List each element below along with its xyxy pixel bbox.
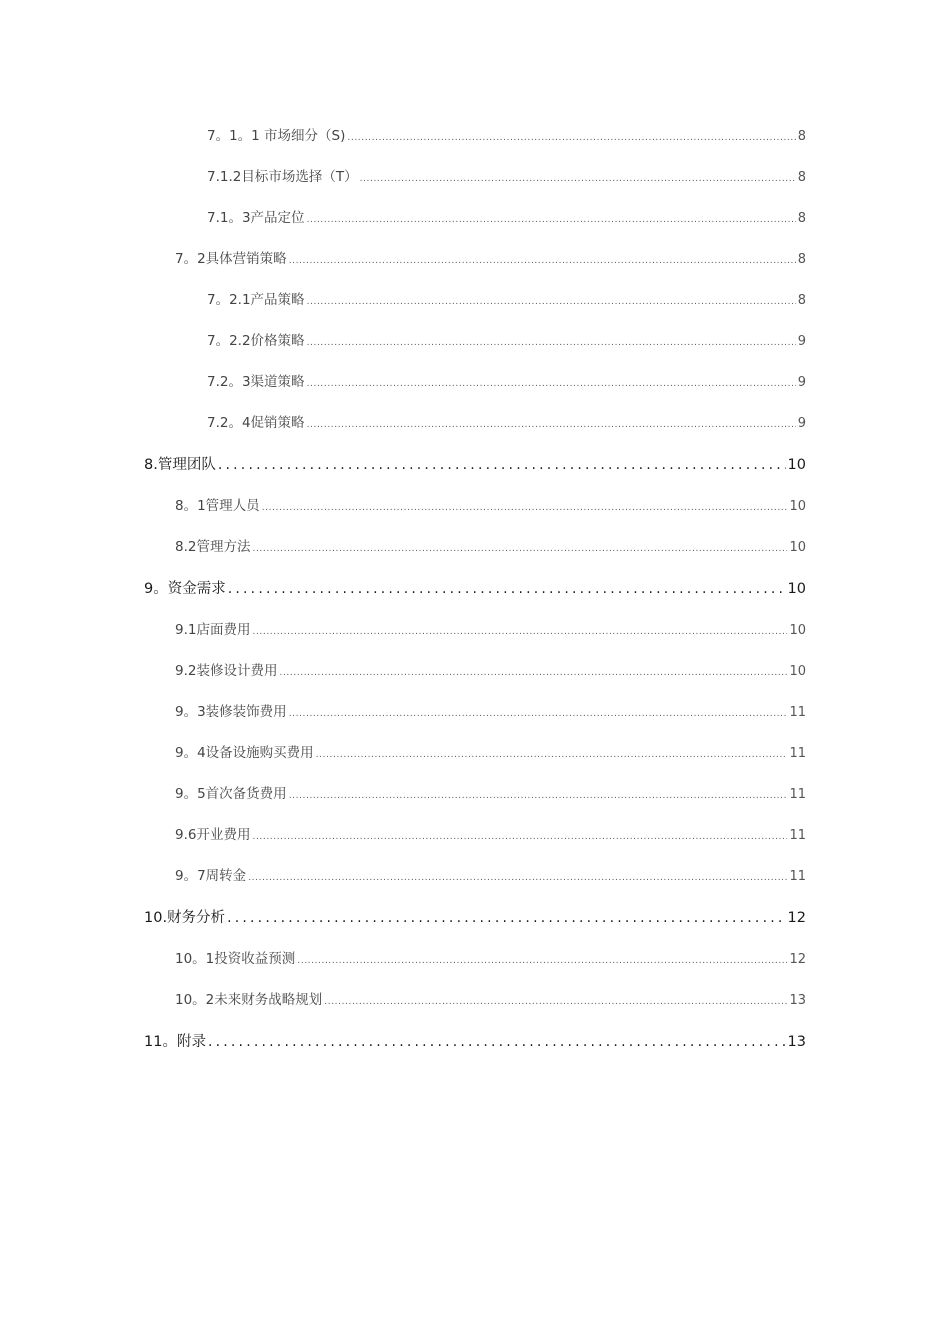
toc-dot-leader (360, 168, 796, 188)
toc-dot-leader (347, 127, 795, 147)
toc-dot-leader (252, 621, 787, 641)
toc-entry-7-1-3[interactable] (207, 207, 806, 229)
toc-dot-leader (307, 291, 796, 311)
toc-entry-page: 11 (789, 746, 806, 761)
toc-entry-page: 8 (797, 170, 806, 185)
toc-dot-leader (279, 662, 787, 682)
toc-entry-page: 12 (787, 910, 806, 926)
toc-entry-9[interactable] (144, 578, 806, 600)
toc-entry-7-2-4[interactable] (207, 412, 806, 434)
toc-entry-9-2[interactable] (175, 660, 806, 682)
toc-dot-leader (248, 867, 787, 887)
toc-dot-leader (289, 250, 796, 270)
toc-entry-8[interactable] (144, 454, 806, 476)
toc-entry-title: 10.财务分析 (144, 910, 226, 926)
toc-entry-page: 10 (787, 581, 806, 597)
toc-dot-leader (252, 538, 787, 558)
toc-entry-title: 10。2未来财务战略规划 (175, 992, 323, 1008)
toc-dot-leader (208, 1031, 786, 1053)
toc-entry-title: 8.2管理方法 (175, 539, 251, 555)
toc-entry-10-2[interactable] (175, 989, 806, 1011)
toc-entry-page: 11 (789, 869, 806, 884)
toc-entry-page: 11 (789, 828, 806, 843)
toc-entry-page: 9 (797, 334, 806, 349)
toc-dot-leader (307, 332, 796, 352)
toc-entry-title: 8.管理团队 (144, 457, 216, 473)
toc-dot-leader (297, 950, 787, 970)
toc-entry-title: 9.1店面费用 (175, 622, 251, 638)
toc-dot-leader (316, 744, 788, 764)
toc-entry-page: 12 (789, 952, 806, 967)
toc-entry-9-4[interactable] (175, 742, 806, 764)
toc-entry-page: 9 (797, 375, 806, 390)
toc-entry-page: 10 (789, 499, 806, 514)
toc-entry-8-1[interactable] (175, 495, 806, 517)
toc-entry-title: 7.1.2目标市场选择（T） (207, 169, 358, 185)
toc-entry-title: 10。1投资收益预测 (175, 951, 296, 967)
toc-entry-title: 9。5首次备货费用 (175, 786, 287, 802)
toc-entry-title: 7。2具体营销策略 (175, 251, 287, 267)
toc-dot-leader (307, 414, 796, 434)
toc-entry-title: 9。7周转金 (175, 868, 247, 884)
toc-entry-page: 8 (797, 211, 806, 226)
toc-entry-page: 13 (789, 993, 806, 1008)
toc-dot-leader (307, 373, 796, 393)
toc-dot-leader (307, 209, 796, 229)
toc-entry-page: 13 (787, 1034, 806, 1050)
toc-entry-7-2-1[interactable] (207, 289, 806, 311)
toc-dot-leader (289, 703, 788, 723)
toc-entry-7-2[interactable] (175, 248, 806, 270)
toc-entry-title: 8。1管理人员 (175, 498, 260, 514)
toc-dot-leader (218, 454, 786, 476)
toc-entry-title: 7.2。4促销策略 (207, 415, 305, 431)
toc-entry-9-5[interactable] (175, 783, 806, 805)
toc-entry-10[interactable] (144, 907, 806, 929)
toc-entry-title: 7.1。3产品定位 (207, 210, 305, 226)
toc-dot-leader (324, 991, 787, 1011)
toc-entry-title: 9。资金需求 (144, 581, 226, 597)
toc-entry-page: 8 (797, 293, 806, 308)
toc-entry-title: 11。附录 (144, 1034, 206, 1050)
toc-entry-title: 7。2.1产品策略 (207, 292, 305, 308)
toc-entry-title: 7.2。3渠道策略 (207, 374, 305, 390)
toc-entry-title: 7。2.2价格策略 (207, 333, 305, 349)
toc-entry-11[interactable] (144, 1031, 806, 1053)
toc-entry-page: 9 (797, 416, 806, 431)
toc-entry-title: 7。1。1 市场细分（S) (207, 128, 346, 144)
toc-entry-9-6[interactable] (175, 824, 806, 846)
toc-entry-7-1-2[interactable] (207, 166, 806, 188)
toc-entry-page: 8 (797, 129, 806, 144)
toc-entry-page: 10 (789, 623, 806, 638)
toc-entry-page: 11 (789, 705, 806, 720)
toc-entry-page: 10 (789, 664, 806, 679)
toc-entry-page: 8 (797, 252, 806, 267)
toc-entry-9-1[interactable] (175, 619, 806, 641)
toc-entry-7-2-2[interactable] (207, 330, 806, 352)
toc-entry-title: 9。4设备设施购买费用 (175, 745, 314, 761)
toc-dot-leader (262, 497, 788, 517)
toc-entry-9-7[interactable] (175, 865, 806, 887)
toc-entry-title: 9.2装修设计费用 (175, 663, 278, 679)
toc-entry-title: 9.6开业费用 (175, 827, 251, 843)
toc-entry-7-1-1[interactable] (207, 125, 806, 147)
toc-entry-8-2[interactable] (175, 536, 806, 558)
toc-dot-leader (227, 907, 785, 929)
toc-entry-7-2-3[interactable] (207, 371, 806, 393)
toc-entry-page: 10 (787, 457, 806, 473)
toc-dot-leader (228, 578, 786, 600)
toc-dot-leader (289, 785, 788, 805)
toc-entry-page: 11 (789, 787, 806, 802)
toc-dot-leader (252, 826, 787, 846)
toc-entry-9-3[interactable] (175, 701, 806, 723)
toc-entry-title: 9。3装修装饰费用 (175, 704, 287, 720)
toc-entry-page: 10 (789, 540, 806, 555)
toc-entry-10-1[interactable] (175, 948, 806, 970)
